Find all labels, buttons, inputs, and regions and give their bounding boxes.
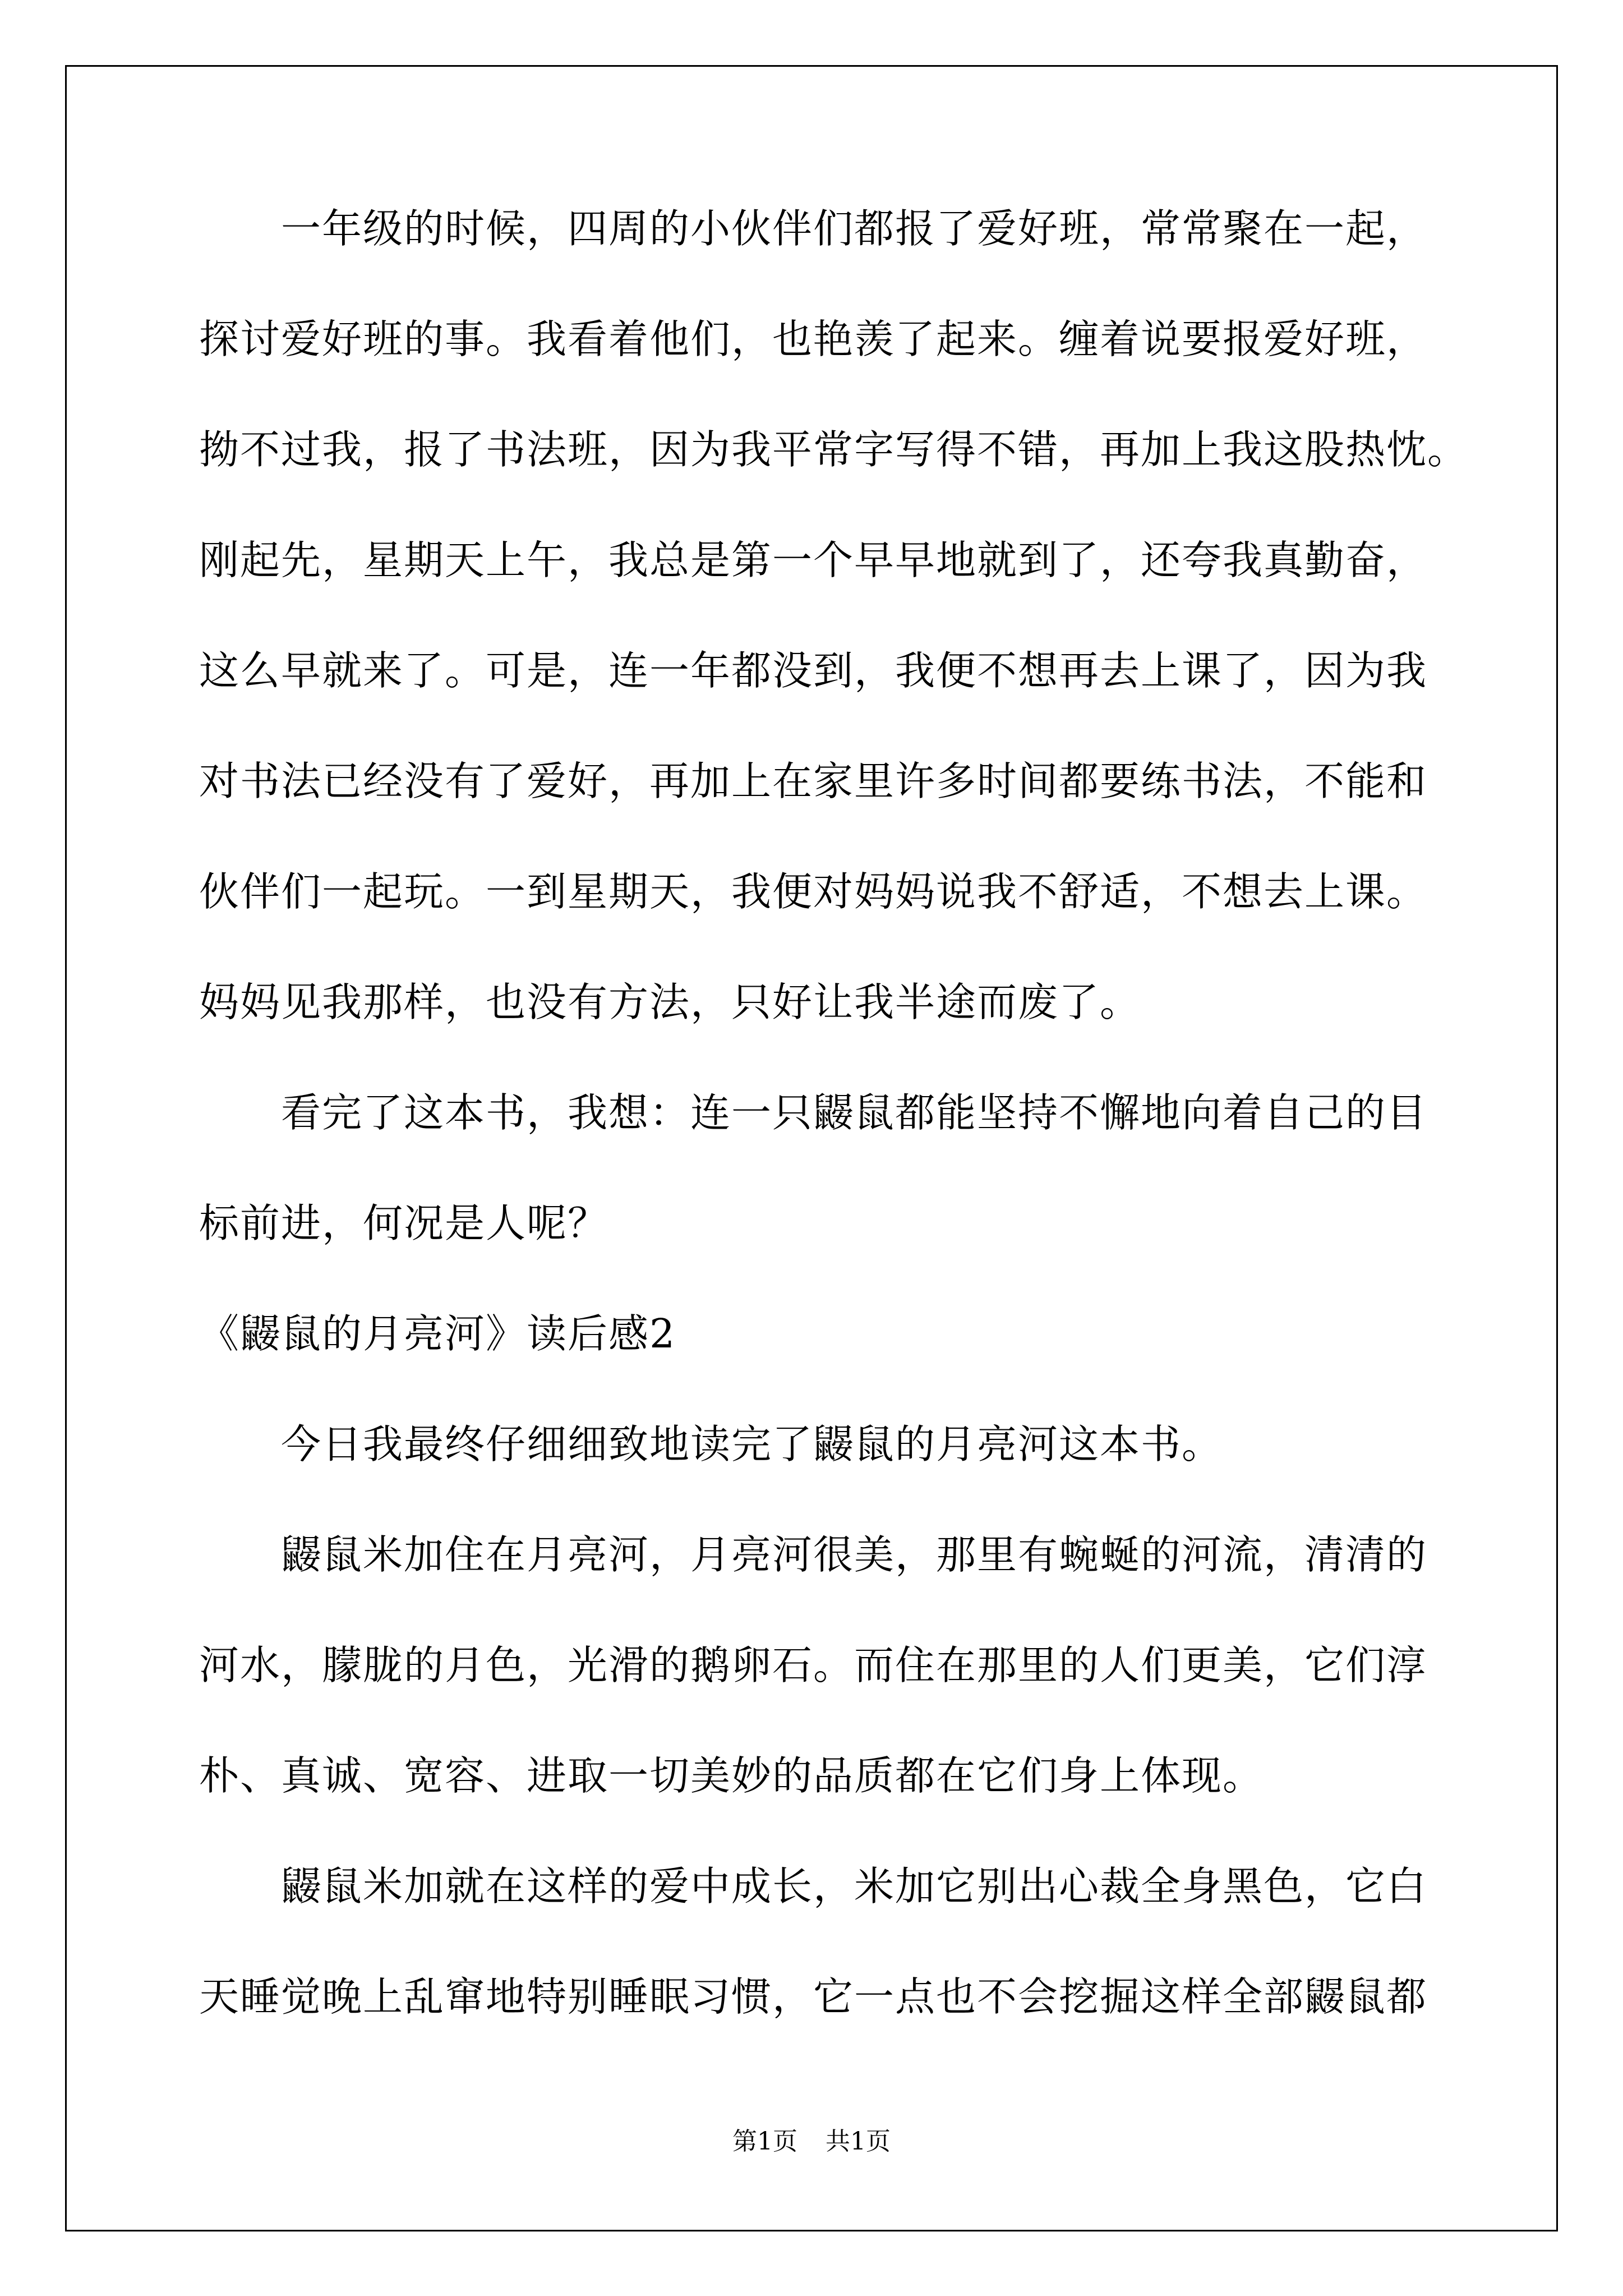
page-total: 共1页 (826, 2127, 891, 2156)
text-line: 对书法已经没有了爱好，再加上在家里许多时间都要练书法，不能和 (199, 758, 1428, 804)
text-line: 标前进，何况是人呢？ (199, 1200, 609, 1246)
section-heading: 《鼹鼠的月亮河》读后感2 (199, 1310, 676, 1357)
text-line: 妈妈见我那样，也没有方法，只好让我半途而废了。 (199, 979, 1141, 1025)
page-number: 第1页 (732, 2127, 797, 2156)
text-line: 看完了这本书，我想：连一只鼹鼠都能坚持不懈地向着自己的目 (199, 1089, 1428, 1136)
text-line: 探讨爱好班的事。我看着他们，也艳羡了起来。缠着说要报爱好班， (199, 316, 1428, 362)
text-line: 伙伴们一起玩。一到星期天，我便对妈妈说我不舒适，不想去上课。 (199, 868, 1428, 915)
text-line: 河水，朦胧的月色，光滑的鹅卵石。而住在那里的人们更美，它们淳 (199, 1642, 1428, 1688)
text-line: 今日我最终仔细细致地读完了鼹鼠的月亮河这本书。 (199, 1421, 1223, 1467)
text-line: 鼹鼠米加就在这样的爱中成长，米加它别出心裁全身黑色，它白 (199, 1863, 1428, 1910)
page-footer (0, 2125, 1623, 2159)
text-line: 天睡觉晚上乱窜地特别睡眠习惯，它一点也不会挖掘这样全部鼹鼠都 (199, 1973, 1428, 2020)
text-line: 刚起先，星期天上午，我总是第一个早早地就到了，还夸我真勤奋， (199, 537, 1428, 583)
text-line: 鼹鼠米加住在月亮河，月亮河很美，那里有蜿蜒的河流，清清的 (199, 1531, 1428, 1578)
text-line: 一年级的时候，四周的小伙伴们都报了爱好班，常常聚在一起， (199, 205, 1428, 252)
text-line: 朴、真诚、宽容、进取一切美妙的品质都在它们身上体现。 (199, 1752, 1264, 1799)
text-line: 拗不过我，报了书法班，因为我平常字写得不错，再加上我这股热忱。 (199, 426, 1469, 473)
text-line: 这么早就来了。可是，连一年都没到，我便不想再去上课了，因为我 (199, 647, 1428, 694)
